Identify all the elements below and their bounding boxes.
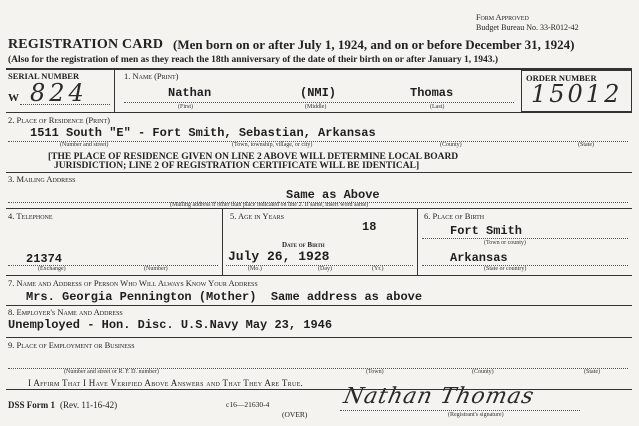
name-underline (124, 102, 514, 103)
residence-label: 2. Place of Residence (Print) (8, 115, 110, 125)
card-title: REGISTRATION CARD (8, 37, 164, 52)
telephone-exchange-caption: (Exchange) (38, 266, 66, 272)
employment-label: 9. Place of Employment or Business (8, 340, 135, 350)
serial-label: SERIAL NUMBER (8, 71, 80, 81)
birthplace-town: Fort Smith (450, 224, 523, 238)
rule-4 (6, 208, 632, 209)
residence-caption-street: (Number and street) (60, 142, 109, 148)
contact-value: Mrs. Georgia Pennington (Mother) Same address as above (26, 290, 423, 304)
signature-caption: (Registrant's signature) (448, 412, 504, 418)
employer-label: 8. Employer's Name and Address (8, 307, 123, 317)
rule-3 (6, 172, 632, 173)
form-revision: (Rev. 11-16-42) (60, 400, 118, 410)
residence-value: 1511 South "E" - Fort Smith, Sebastian, Arkansas (30, 126, 376, 140)
serial-prefix: W (8, 92, 19, 104)
divider (114, 70, 115, 112)
first-name: Nathan (168, 86, 212, 100)
middle-name: (NMI) (300, 86, 337, 100)
print-code: c16—21630-4 (226, 400, 270, 409)
order-label: ORDER NUMBER (526, 73, 597, 83)
residence-caption-state: (State) (578, 142, 594, 148)
order-number: 15012 (531, 80, 623, 108)
residence-caption-county: (County) (440, 142, 462, 148)
mailing-value: Same as Above (286, 188, 380, 202)
birthplace-town-underline (422, 238, 628, 239)
employment-caption-street: (Number and street or R. F. D. number) (64, 369, 159, 375)
over-note: (OVER) (282, 410, 308, 419)
telephone-value: 21374 (26, 252, 63, 266)
serial-underline (20, 104, 110, 105)
residence-notice-1: [THE PLACE OF RESIDENCE GIVEN ON LINE 2 ABOVE WILL DETERMINE LOCAL BOARD (48, 152, 459, 162)
telephone-number-caption: (Number) (144, 266, 168, 272)
rule-8 (6, 389, 632, 390)
birthplace-state-caption: (State or country) (484, 266, 527, 272)
form-number: DSS Form 1 (8, 400, 55, 410)
age-label: 5. Age in Years (230, 211, 284, 221)
birthplace-label: 6. Place of Birth (424, 211, 485, 221)
budget-number: Budget Bureau No. 33-R012-42 (476, 23, 579, 32)
birthplace-town-caption: (Town or county) (484, 240, 526, 246)
last-caption: (Last) (430, 104, 445, 110)
residence-caption-town: (Town, township, village, or city) (232, 142, 313, 148)
name-label: 1. Name (Print) (124, 71, 179, 81)
card-title-note: (Men born on or after July 1, 1924, and on or before December 31, 1924) (173, 37, 575, 52)
rule-2 (6, 112, 632, 113)
residence-notice-2: JURISDICTION; LINE 2 OF REGISTRATION CERTIFICATE WILL BE IDENTICAL] (54, 161, 420, 171)
dob-label: Date of Birth (282, 241, 325, 249)
divider (417, 208, 418, 275)
dob-value: July 26, 1928 (228, 249, 330, 264)
middle-caption: (Middle) (305, 104, 327, 110)
form-approved: Form Approved (476, 13, 529, 22)
dob-caption-day: (Day) (318, 266, 332, 272)
signature-underline (340, 410, 580, 411)
employer-value: Unemployed - Hon. Disc. U.S.Navy May 23, 1946 (8, 318, 333, 332)
age-value: 18 (362, 220, 377, 234)
employment-caption-county: (County) (472, 369, 494, 375)
divider (222, 208, 223, 275)
card-subtitle: (Also for the registration of men as they reach the 18th anniversary of the date of their birth on or after January 1, 1943.) (8, 55, 498, 65)
dob-caption-year: (Yr.) (372, 266, 384, 272)
telephone-label: 4. Telephone (8, 211, 53, 221)
registrant-signature: Nathan Thomas (341, 384, 537, 409)
mailing-caption: (Mailing address if other than place indicated on line 2. If same, insert word same) (170, 202, 369, 208)
dob-caption-month: (Mo.) (248, 266, 262, 272)
contact-label: 7. Name and Address of Person Who Will Always Know Your Address (8, 278, 258, 288)
affirm-statement: I Affirm That I Have Verified Above Answers and That They Are True. (28, 378, 304, 388)
first-caption: (First) (178, 104, 193, 110)
rule-7 (6, 337, 632, 338)
serial-number: 824 (30, 79, 88, 107)
rule-5 (6, 275, 632, 276)
birthplace-state: Arkansas (450, 251, 508, 265)
last-name: Thomas (410, 86, 454, 100)
mailing-label: 3. Mailing Address (8, 174, 76, 184)
employment-caption-state: (State) (584, 369, 600, 375)
employment-caption-town: (Town) (366, 369, 384, 375)
rule-6 (6, 305, 632, 306)
